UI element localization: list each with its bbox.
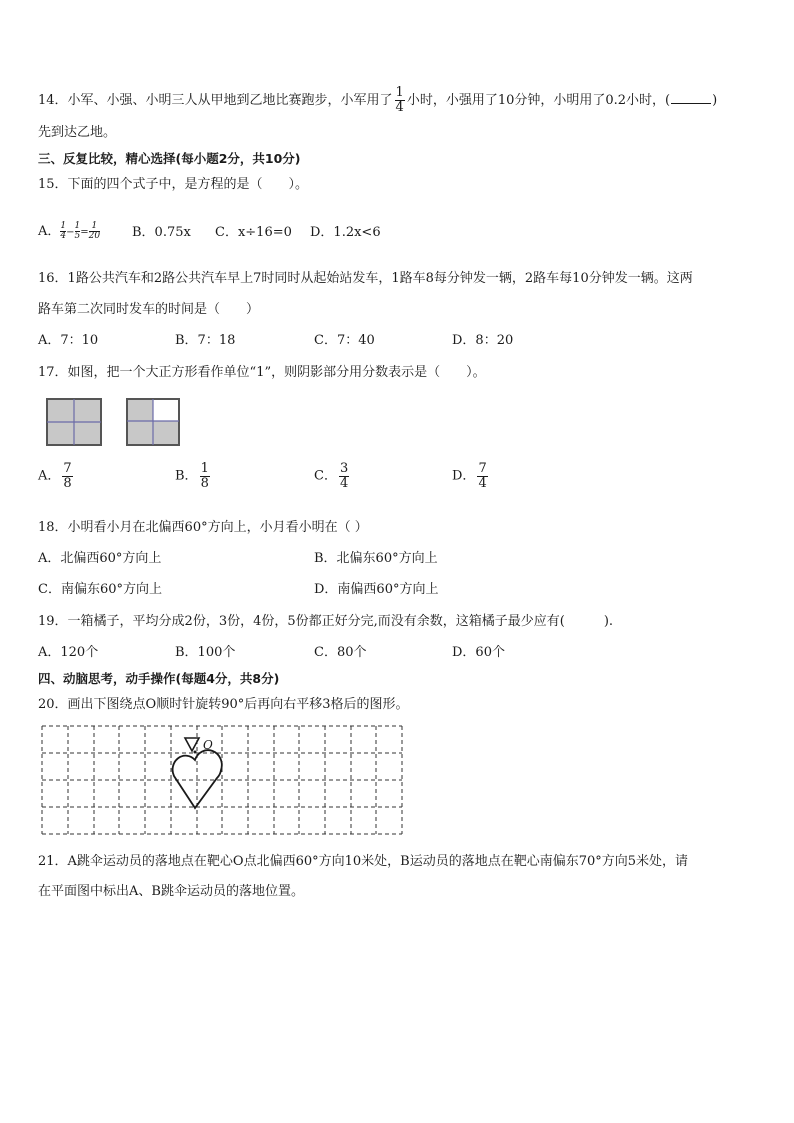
q16-option-d[interactable]: D．8：20	[452, 333, 514, 348]
q17-d-num: 7	[478, 461, 487, 476]
q15-a-frac3	[89, 222, 100, 241]
q15-a-f3-num: 1	[91, 221, 98, 231]
q17-square-partial	[126, 398, 180, 446]
q19-option-a[interactable]: A．120个	[38, 645, 99, 660]
q14-text-after: 小时，小强用了10分钟，小明用了0.2小时，(	[406, 93, 671, 108]
q19-option-b[interactable]: B．100个	[175, 645, 236, 660]
q17-stem: 17．如图，把一个大正方形看作单位“1”，则阴影部分用分数表示是（ ）。	[38, 365, 486, 380]
q18-option-a[interactable]: A．北偏西60°方向上	[38, 551, 162, 566]
q17-a-frac	[62, 462, 72, 491]
q19-option-c[interactable]: C．80个	[314, 645, 367, 660]
q14-fraction	[395, 86, 405, 115]
q18-stem: 18．小明看小月在北偏西60°方向上，小月看小明在（ ）	[38, 520, 368, 535]
q21-line2: 在平面图中标出A、B跳伞运动员的落地位置。	[38, 884, 304, 899]
q17-square-full	[46, 398, 102, 446]
q14-answer-blank[interactable]	[671, 91, 711, 104]
q15-a-f2-den: 5	[74, 231, 81, 241]
q16-option-c[interactable]: C．7：40	[314, 333, 375, 348]
q15-option-a[interactable]	[38, 222, 100, 242]
q14-frac-den: 4	[395, 100, 404, 115]
q17-option-a[interactable]	[38, 462, 75, 491]
q17-a-den: 8	[63, 476, 72, 491]
q16-option-a[interactable]: A．7：10	[38, 333, 99, 348]
q17-c-den: 4	[339, 476, 349, 491]
q16-line2: 路车第二次同时发车的时间是（ ）	[38, 302, 260, 317]
q19-option-d[interactable]: D．60个	[452, 645, 505, 660]
q17-option-b[interactable]	[175, 462, 212, 491]
q15-a-f1-num: 1	[60, 221, 67, 231]
q17-option-d[interactable]	[452, 462, 490, 491]
q15-a-f1-den: 4	[60, 231, 67, 241]
q17-c-num: 3	[339, 461, 349, 476]
q17-d-label: D．	[452, 468, 476, 484]
q18-option-b[interactable]: B．北偏东60°方向上	[314, 551, 438, 566]
q14-paren-close: )	[712, 93, 718, 108]
q15-a-f2-num: 1	[74, 221, 81, 231]
point-o-label: O	[203, 738, 213, 752]
q15-option-b[interactable]: B．0.75x	[132, 225, 191, 240]
dashed-grid	[42, 726, 402, 834]
q17-a-num: 7	[63, 461, 72, 476]
q14-line2: 先到达乙地。	[38, 125, 117, 140]
q14-frac-num: 1	[395, 85, 404, 100]
q18-option-d[interactable]: D．南偏西60°方向上	[314, 582, 439, 597]
section3-title: 三、反复比较，精心选择(每小题2分，共10分)	[38, 151, 301, 166]
q14-line1	[38, 86, 717, 115]
q17-c-frac	[339, 462, 349, 491]
q17-b-label: B．	[175, 468, 198, 484]
q15-a-f3-den: 20	[88, 231, 101, 241]
q15-stem: 15．下面的四个式子中，是方程的是（ ）。	[38, 177, 309, 192]
q18-option-c[interactable]: C．南偏东60°方向上	[38, 582, 162, 597]
q15-a-label: A．	[38, 224, 61, 239]
q17-c-label: C．	[314, 468, 337, 484]
q16-line1: 16．1路公共汽车和2路公共汽车早上7时同时从起始站发车，1路车8每分钟发一辆，2路车每10分钟发一辆。这两	[38, 271, 693, 286]
section4-title: 四、动脑思考，动手操作(每题4分，共8分)	[38, 671, 280, 686]
q17-d-frac	[477, 462, 487, 491]
q17-option-c[interactable]	[314, 462, 351, 491]
q20-stem: 20．画出下图绕点O顺时针旋转90°后再向右平移3格后的图形。	[38, 697, 409, 712]
q21-line1: 21．A跳伞运动员的落地点在靶心O点北偏西60°方向10米处，B运动员的落地点在靶心南偏东70°方向5米处，请	[38, 854, 689, 869]
q17-b-den: 8	[200, 476, 209, 491]
q16-option-b[interactable]: B．7：18	[175, 333, 236, 348]
q15-option-d[interactable]: D．1.2x<6	[310, 225, 381, 240]
q20-grid-figure	[40, 724, 406, 838]
q17-b-num: 1	[200, 461, 209, 476]
q17-b-frac	[200, 462, 210, 491]
q19-stem: 19．一箱橘子，平均分成2份，3份，4份，5份都正好分完,而没有余数，这箱橘子最少应有( ).	[38, 614, 614, 629]
point-o	[194, 751, 197, 754]
q14-text-before: 14．小军、小强、小明三人从甲地到乙地比赛跑步，小军用了	[38, 93, 393, 108]
q15-option-c[interactable]: C．x÷16=0	[215, 225, 292, 240]
q17-a-label: A．	[38, 468, 61, 484]
q15-a-eq: =	[80, 227, 89, 238]
q17-d-den: 4	[478, 476, 487, 491]
q15-a-minus: −	[66, 227, 75, 238]
